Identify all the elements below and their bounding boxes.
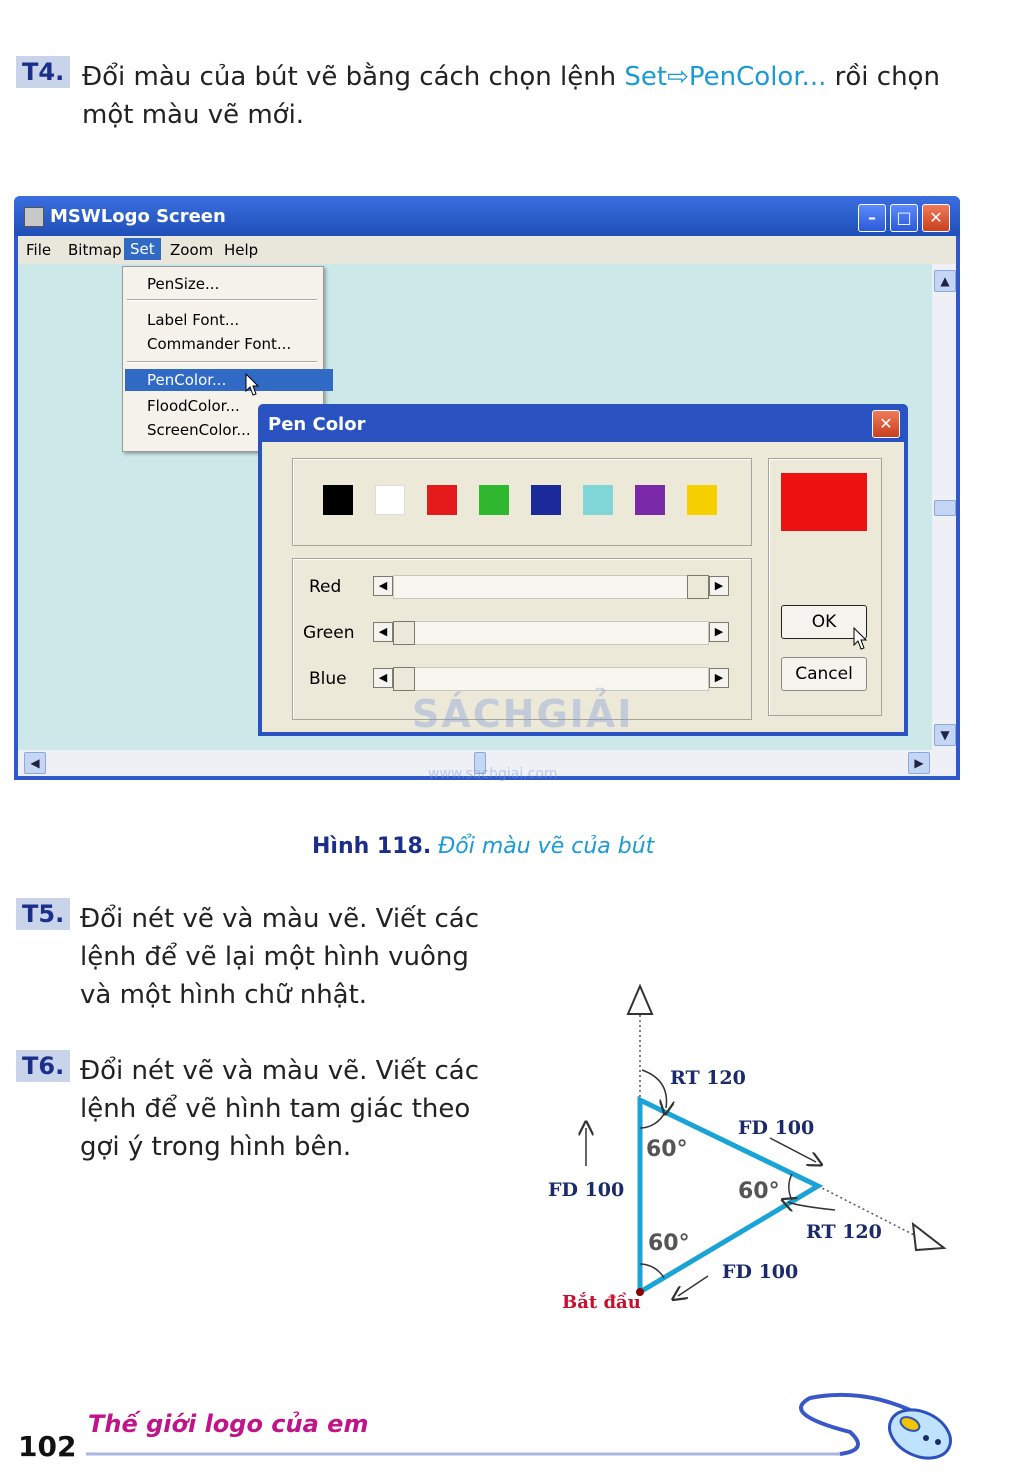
direction-arrow-up-icon <box>628 986 652 1014</box>
slider-track[interactable] <box>393 575 709 599</box>
label-fd-right: FD 100 <box>738 1117 815 1139</box>
blue-label: Blue <box>309 669 347 689</box>
t6-paragraph <box>80 1052 479 1166</box>
slider-left-arrow-icon[interactable]: ◀ <box>373 668 393 688</box>
green-slider[interactable] <box>373 621 729 645</box>
scroll-left-icon[interactable]: ◀ <box>24 752 46 774</box>
menu-item-pensize[interactable]: PenSize... <box>147 275 220 293</box>
close-icon[interactable]: ✕ <box>922 204 950 232</box>
t4-paragraph <box>82 58 940 134</box>
swatch-white[interactable] <box>375 485 405 515</box>
app-icon <box>24 207 44 227</box>
t4-text-before: Đổi màu của bút vẽ bằng cách chọn lệnh <box>82 62 625 92</box>
slider-left-arrow-icon[interactable]: ◀ <box>373 576 393 596</box>
slider-track[interactable] <box>393 667 709 691</box>
slider-right-arrow-icon[interactable]: ▶ <box>709 622 729 642</box>
swatch-black[interactable] <box>323 485 353 515</box>
menu-item-label-font[interactable]: Label Font... <box>147 311 240 329</box>
turn-arrow-right <box>788 1202 835 1210</box>
caption-number: Hình 118. <box>312 834 432 859</box>
dialog-title: Pen Color <box>268 414 366 435</box>
palette-group <box>292 458 752 546</box>
page-number: 102 <box>18 1430 77 1463</box>
swatch-yellow[interactable] <box>687 485 717 515</box>
label-fd-left: FD 100 <box>548 1179 625 1201</box>
menu-item-floodcolor[interactable]: FloodColor... <box>147 397 240 415</box>
direction-arrow-right-icon <box>913 1224 944 1250</box>
label-angle-right: 60° <box>738 1179 780 1204</box>
scroll-up-icon[interactable]: ▲ <box>934 270 956 292</box>
mouse-cursor-icon <box>853 627 869 651</box>
t6-line: gợi ý trong hình bên. <box>80 1132 352 1162</box>
color-preview <box>781 473 867 531</box>
menu-zoom[interactable]: Zoom <box>170 241 214 259</box>
menu-separator <box>127 299 317 301</box>
figure-caption <box>312 834 654 859</box>
menu-file[interactable]: File <box>26 241 52 259</box>
scroll-right-icon[interactable]: ▶ <box>908 752 930 774</box>
t6-line: Đổi nét vẽ và màu vẽ. Viết các <box>80 1056 480 1086</box>
swatch-red[interactable] <box>427 485 457 515</box>
watermark-logo: SÁCHGIẢI <box>412 692 634 736</box>
slider-left-arrow-icon[interactable]: ◀ <box>373 622 393 642</box>
red-label: Red <box>309 577 342 597</box>
t5-line: lệnh để vẽ lại một hình vuông <box>80 942 469 972</box>
angle-arc-top <box>640 1112 665 1128</box>
angle-arc-bottom <box>640 1264 664 1278</box>
t5-line: và một hình chữ nhật. <box>80 980 368 1010</box>
scroll-thumb[interactable] <box>934 500 956 516</box>
exercise-tag-t4: T4. <box>16 56 70 88</box>
caption-text: Đổi màu vẽ của bút <box>438 834 655 859</box>
label-fd-bottom: FD 100 <box>722 1261 799 1283</box>
mouse-cursor-icon <box>245 373 261 397</box>
computer-mouse-icon <box>882 1401 959 1468</box>
move-arrow-down-left <box>678 1276 708 1296</box>
ok-button[interactable]: OK <box>781 605 867 639</box>
footer-title: Thế giới logo của em <box>88 1410 369 1438</box>
watermark-url: www.sachgiai.com <box>428 766 558 782</box>
menu-set[interactable]: Set <box>124 238 161 260</box>
swatch-cyan[interactable] <box>583 485 613 515</box>
slider-right-arrow-icon[interactable]: ▶ <box>709 576 729 596</box>
t4-command: Set⇨PenColor... <box>624 62 827 92</box>
menu-item-pencolor[interactable]: PenColor... <box>125 369 333 391</box>
label-angle-top: 60° <box>646 1137 688 1162</box>
dialog-body <box>262 442 904 732</box>
swatch-green[interactable] <box>479 485 509 515</box>
label-angle-bottom: 60° <box>648 1231 690 1256</box>
label-rt-right: RT 120 <box>806 1221 882 1243</box>
t4-text-after: rồi chọn <box>826 62 940 92</box>
menu-help[interactable]: Help <box>224 241 259 259</box>
move-arrow-right <box>770 1138 816 1162</box>
slider-thumb[interactable] <box>687 575 709 599</box>
pen-color-dialog <box>258 404 908 736</box>
slider-thumb[interactable] <box>393 667 415 691</box>
scroll-down-icon[interactable]: ▼ <box>934 724 956 746</box>
triangle-diagram <box>530 970 960 1320</box>
menu-item-screencolor[interactable]: ScreenColor... <box>147 421 251 439</box>
swatch-purple[interactable] <box>635 485 665 515</box>
exercise-tag-t5: T5. <box>16 898 70 930</box>
minimize-icon[interactable]: – <box>858 204 886 232</box>
menu-separator <box>127 361 317 363</box>
menu-bitmap[interactable]: Bitmap <box>68 241 122 259</box>
label-start: Bắt đầu <box>562 1292 641 1313</box>
swatch-navy[interactable] <box>531 485 561 515</box>
red-slider[interactable] <box>373 575 729 599</box>
preview-group <box>768 458 882 716</box>
slider-track[interactable] <box>393 621 709 645</box>
vertical-scrollbar[interactable] <box>932 264 956 750</box>
t6-line: lệnh để vẽ hình tam giác theo <box>80 1094 471 1124</box>
menu-item-commander-font[interactable]: Commander Font... <box>147 335 292 353</box>
t4-line2: một màu vẽ mới. <box>82 100 305 130</box>
label-rt-top: RT 120 <box>670 1067 746 1089</box>
angle-arc-right <box>789 1174 792 1200</box>
menubar <box>18 236 956 264</box>
window-title: MSWLogo Screen <box>50 206 226 227</box>
cancel-button[interactable]: Cancel <box>781 657 867 691</box>
blue-slider[interactable] <box>373 667 729 691</box>
dialog-close-icon[interactable]: ✕ <box>872 410 900 438</box>
maximize-icon[interactable]: □ <box>890 204 918 232</box>
slider-thumb[interactable] <box>393 621 415 645</box>
window-titlebar <box>14 196 960 236</box>
t5-paragraph <box>80 900 479 1014</box>
green-label: Green <box>303 623 355 643</box>
t5-line: Đổi nét vẽ và màu vẽ. Viết các <box>80 904 480 934</box>
exercise-tag-t6: T6. <box>16 1050 70 1082</box>
slider-right-arrow-icon[interactable]: ▶ <box>709 668 729 688</box>
